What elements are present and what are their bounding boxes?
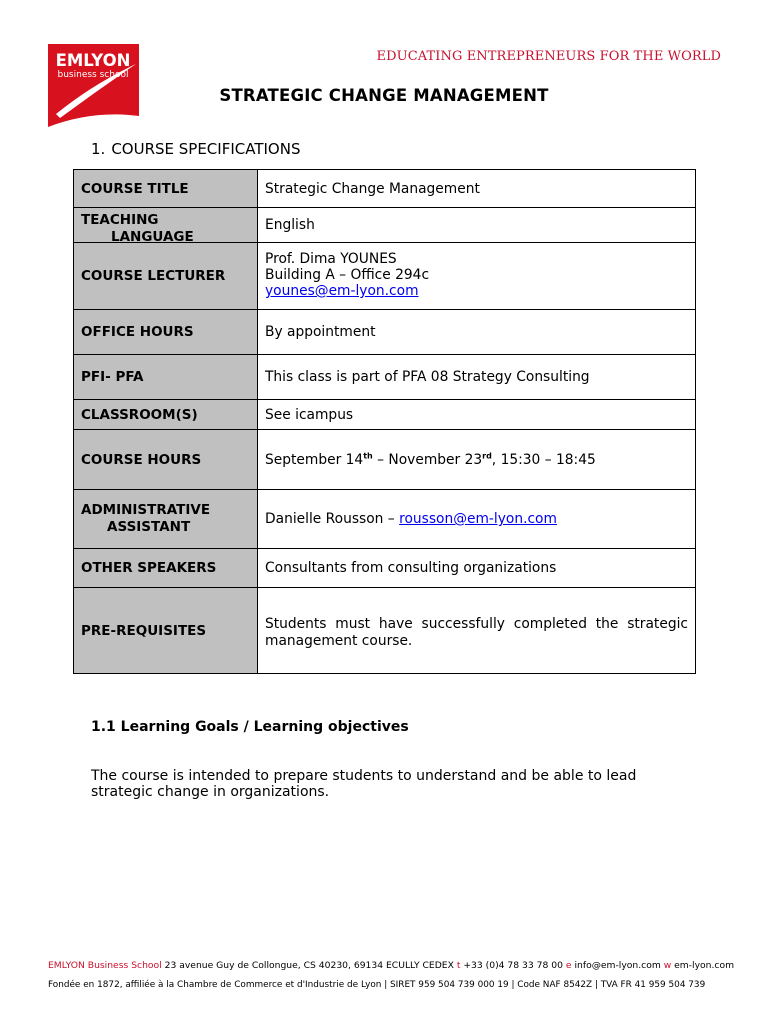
lecturer-office: Building A – Office 294c [265,267,430,283]
learning-goals-body: The course is intended to prepare students to understand and be able to lead strategic change in organizations. [91,768,637,800]
spec-row-course-lecturer [74,243,696,310]
assistant-name: Danielle Rousson – [265,511,400,527]
section-heading [91,140,300,158]
spec-value: English [258,208,696,243]
section-number: 1. [91,140,106,158]
spec-row-course-hours [74,430,696,490]
spec-row-course-title [74,170,696,208]
spec-value [258,430,696,490]
spec-label [74,208,258,243]
spec-row-office-hours [74,310,696,355]
spec-value [258,243,696,310]
spec-label-line2: ASSISTANT [107,519,191,535]
spec-row-administrative-assistant [74,490,696,549]
spec-row-teaching-language [74,208,696,243]
spec-row-prerequisites [74,588,696,674]
hours-times: , 15:30 – 18:45 [491,451,596,468]
spec-label: CLASSROOM(S) [74,400,258,430]
spec-value: See icampus [258,400,696,430]
spec-label: PFI- PFA [74,355,258,400]
spec-label [74,490,258,549]
footer-phone-key: t [456,960,461,971]
spec-value: By appointment [258,310,696,355]
footer-email-key: e [565,960,572,971]
spec-label: COURSE HOURS [74,430,258,490]
hours-end: – November 23 [372,451,483,468]
course-specifications-table [73,169,696,674]
spec-value [258,588,696,674]
spec-label: COURSE TITLE [74,170,258,208]
spec-value [258,490,696,549]
logo-text: EMLYON [55,51,131,70]
footer-legal-line: Fondée en 1872, affiliée à la Chambre de Commerce et d'Industrie de Lyon | SIRET 959 504 739 000 19 | Code NAF 8542Z | TVA FR 41 959 504 739 [48,980,706,990]
spec-value: Strategic Change Management [258,170,696,208]
spec-label-line1: ADMINISTRATIVE [81,502,211,518]
footer-brand: EMLYON Business School [48,960,162,971]
spec-value: Consultants from consulting organizations [258,549,696,588]
footer-address: 23 avenue Guy de Collongue, CS 40230, 69134 ECULLY CEDEX [161,960,457,971]
spec-row-other-speakers [74,549,696,588]
spec-row-classrooms [74,400,696,430]
spec-label: PRE-REQUISITES [74,588,258,674]
logo-subtext: business school [57,70,129,80]
assistant-email-link[interactable]: rousson@em-lyon.com [399,511,557,527]
learning-goals-heading: 1.1 Learning Goals / Learning objectives [91,719,409,735]
footer-phone: +33 (0)4 78 33 78 00 [460,960,566,971]
document-title: STRATEGIC CHANGE MANAGEMENT [219,86,549,105]
lecturer-email-link[interactable]: younes@em-lyon.com [265,283,419,299]
footer-contact-line [48,960,735,971]
spec-label: COURSE LECTURER [74,243,258,310]
hours-start: September 14 [265,451,364,468]
footer-web: em-lyon.com [671,960,735,971]
prerequisites-text: Students must have successfully completed the strategic management course. [265,616,688,649]
spec-value: This class is part of PFA 08 Strategy Consulting [258,355,696,400]
hours-end-suffix: rd [482,450,492,460]
footer-email: info@em-lyon.com [571,960,664,971]
hours-start-suffix: th [363,450,373,460]
footer-web-key: w [663,960,672,971]
tagline: EDUCATING ENTREPRENEURS FOR THE WORLD [376,49,721,64]
spec-label-line2: LANGUAGE [111,229,194,242]
lecturer-name: Prof. Dima YOUNES [265,251,397,267]
spec-label: OTHER SPEAKERS [74,549,258,588]
section-title: COURSE SPECIFICATIONS [111,140,301,158]
spec-label: OFFICE HOURS [74,310,258,355]
spec-row-pfi-pfa [74,355,696,400]
spec-label-line1: TEACHING [81,212,159,228]
